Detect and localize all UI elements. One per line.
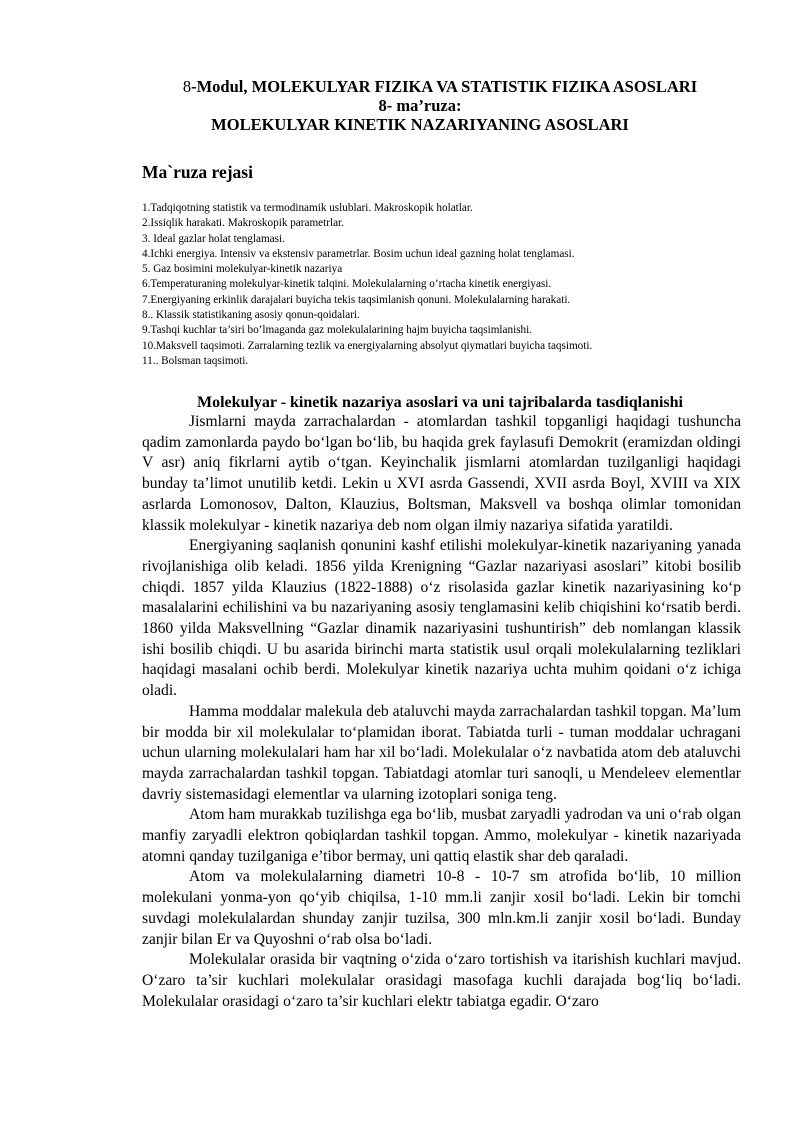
plan-item: 2.Issiqlik harakati. Makroskopik parametrlar. <box>142 217 344 230</box>
plan-item: 10.Maksvell taqsimoti. Zarralarning tezlik va energiyalarning absolyut qiymatlari buyicha taqsimoti. <box>142 339 593 352</box>
module-number: 8 <box>182 77 192 96</box>
paragraph: Hamma moddalar malekula deb ataluvchi mayda zarrachalardan tashkil topgan. Ma’lum bir modda bir xil molekulalar to‘plamidan iborat. Tabiatda turli - tuman moddalar uchragani uchun ularning molekulalari ham har xil bo‘ladi. Molekulalar o‘z navbatida atom deb ataluvchi mayda zarrachalardan tashkil topgan. Tabiatdagi atomlar turi sanoqli, u Mendeleev elementlar davriy sistemasidagi elementlar va ularning izotoplari soniga teng. <box>142 702 741 803</box>
plan-heading: Ma`ruza rejasi <box>142 162 253 182</box>
paragraph: Molekulalar orasida bir vaqtning o‘zida o‘zaro tortishish va itarishish kuchlari mavjud. O‘zaro ta’sir kuchlari molekulalar orasidagi masofaga kuchli darajada bog‘liq bo‘ladi. Molekulalar orasidagi o‘zaro ta’sir kuchlari elektr tabiatga egadir. O‘zaro <box>142 951 741 1010</box>
plan-item: 6.Temperaturaning molekulyar-kinetik talqini. Molekulalarning o’rtacha kinetik energiyasi. <box>142 278 552 291</box>
section-heading: Molekulyar - kinetik nazariya asoslari va uni tajribalarda tasdiqlanishi <box>197 394 683 411</box>
plan-item: 8.. Klassik statistikaning asosiy qonun-qoidalari. <box>142 309 360 322</box>
paragraph: Atom va molekulalarning diametri 10-8 - 10-7 sm atrofida bo‘lib, 10 million molekulani yonma-yon qo‘yib chiqilsa, 1-10 mm.li zanjir xosil bo‘ladi. Lekin bir tomchi suvdagi molekulalardan shunday zanjir tuzilsa, 300 mln.km.li zanjir xosil bo‘ladi. Bunday zanjir bilan Er va Quyoshni o‘rab olsa bo‘ladi. <box>142 868 741 948</box>
lecture-title: MOLEKULYAR KINETIK NAZARIYANING ASOSLARI <box>211 115 629 134</box>
title-block <box>100 77 740 134</box>
lecture-number: 8- ma’ruza: <box>378 96 462 115</box>
plan-item: 3. Ideal gazlar holat tenglamasi. <box>142 232 285 245</box>
module-title: -Modul, MOLEKULYAR FIZIKA VA STATISTIK FIZIKA ASOSLARI <box>191 77 698 96</box>
plan-item: 9.Tashqi kuchlar ta’siri bo’lmaganda gaz molekulalarining hajm buyicha taqsimlanishi. <box>142 324 533 337</box>
paragraph: Atom ham murakkab tuzilishga ega bo‘lib, musbat zaryadli yadrodan va uni o‘rab olgan manfiy zaryadli elektron qobiqlardan tashkil topgan. Ammo, molekulyar - kinetik nazariyada atomni qanday tuzilganiga e’tibor bermay, uni qattiq elastik shar deb qaraladi. <box>142 806 741 865</box>
plan-list <box>142 201 762 369</box>
paragraph: Jismlarni mayda zarrachalardan - atomlardan tashkil topganligi haqidagi tushuncha qadim zamonlarda paydo bo‘lgan bo‘lib, bu haqida grek faylasufi Demokrit (eramizdan oldingi V asr) aniq fikrlarni aytib o‘tgan. Keyinchalik jismlarni atomlardan tuzilganligi haqidagi bunday ta’limot unutilib ketdi. Lekin u XVI asrda Gassendi, XVII asrda Boyl, XVIII va XIX asrlarda Lomonosov, Dalton, Klauzius, Boltsman, Maksvell va boshqa olimlar tomonidan klassik molekulyar - kinetik nazariya deb nom olgan ilmiy nazariya sifatida yaratildi. <box>142 413 741 534</box>
plan-item: 5. Gaz bosimini molekulyar-kinetik nazariya <box>142 263 343 276</box>
plan-item: 7.Energiyaning erkinlik darajalari buyicha tekis taqsimlanish qonuni. Molekulalarning harakati. <box>142 293 571 306</box>
module-title-line <box>100 77 740 96</box>
plan-item: 1.Tadqiqotning statistik va termodinamik uslublari. Makroskopik holatlar. <box>142 202 473 214</box>
plan-item: 11.. Bolsman taqsimoti. <box>142 354 249 367</box>
paragraph: Energiyaning saqlanish qonunini kashf etilishi molekulyar-kinetik nazariyaning yanada rivojlanishiga olib keladi. 1856 yilda Krenigning “Gazlar nazariyasi asoslari” kitobi bosilib chiqdi. 1857 yilda Klauzius (1822-1888) o‘z risolasida gazlar kinetik nazariyasining ko‘p masalalarini echilishini va bu nazariyaning asosiy tenglamasini kelib chiqishini ko‘rsatib berdi. 1860 yilda Maksvellning “Gazlar dinamik nazariyasini tushuntirish” deb nomlangan klassik ishi bosilib chiqdi. U bu asarida birinchi marta statistik usul orqali molekulalarning tezliklari haqidagi masalani ochib berdi. Molekulyar kinetik nazariya uchta muhim qoidani o‘z ichiga oladi. <box>142 537 741 700</box>
body-text <box>142 412 741 1012</box>
plan-item: 4.Ichki energiya. Intensiv va ekstensiv parametrlar. Bosim uchun ideal gazning holat tenglamasi. <box>142 247 575 260</box>
